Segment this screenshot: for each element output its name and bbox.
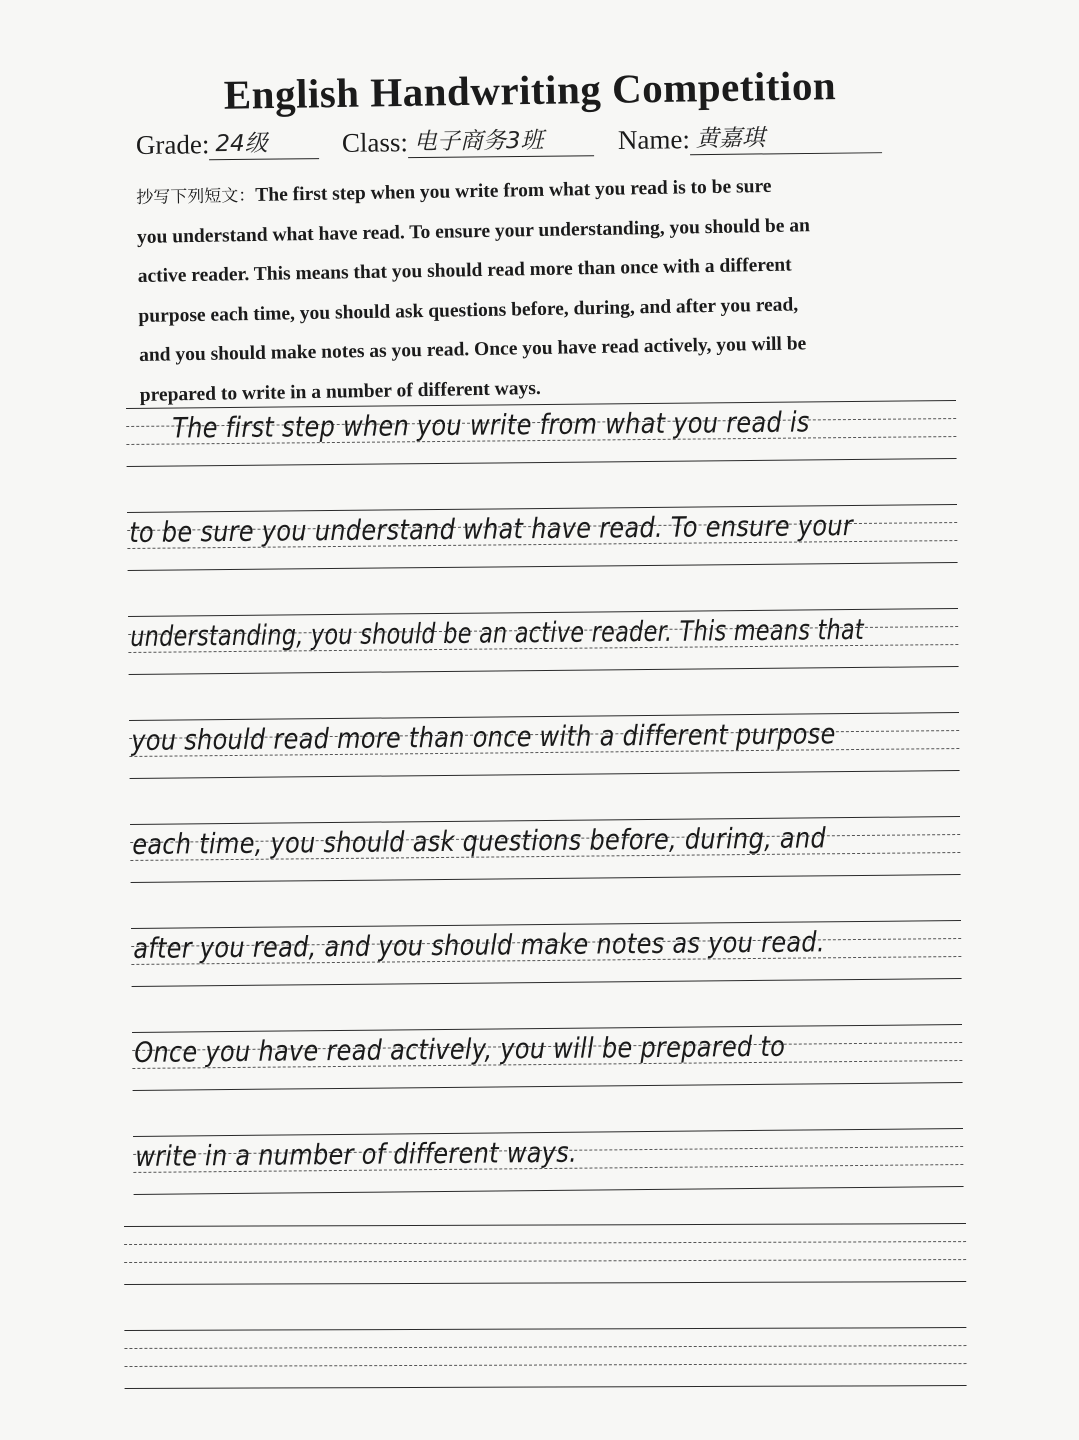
writing-lines [126,396,964,1236]
dashed-guide-line [124,1259,966,1263]
blank-writing-row [124,1219,966,1326]
handwritten-line: each time, you should ask questions before, during, and [132,821,827,861]
handwritten-line: understanding, you should be an active reader. This means that [130,612,865,653]
writing-row [130,812,961,924]
dashed-guide-line [124,1345,966,1349]
grade-field [136,128,320,161]
class-label: Class: [341,127,409,158]
handwritten-line: after you read, and you should make notes as you read. [133,925,825,965]
class-value: 电子商务3班 [408,125,594,158]
handwritten-line: you should read more than once with a different purpose [131,717,836,757]
rule-line [129,666,959,675]
instruction-line: prepared to write in a number of different ways. [139,377,541,406]
rule-line [125,1385,967,1389]
instruction-line: active reader. This means that you should read more than once with a different [137,254,792,287]
blank-writing-lines [124,1219,967,1430]
handwritten-line: The first step when you write from what you read is [172,405,810,445]
rule-line [134,1186,964,1195]
rule-line [132,978,962,987]
dashed-guide-line [124,1241,966,1245]
handwritten-line: to be sure you understand what have read. To ensure your [129,509,854,549]
dashed-guide-line [125,1363,967,1367]
blank-writing-row [124,1323,966,1430]
instruction-line: purpose each time, you should ask questions before, during, and after you read, [138,293,799,327]
grade-value: 24级 [209,128,319,160]
rule-line [133,1082,963,1091]
instruction-line: you understand what have read. To ensure your understanding, you should be an [136,214,811,248]
writing-row [131,916,962,1028]
rule-line [127,458,957,467]
writing-row [132,1020,963,1132]
instruction-text: The first step when you write from what you read is to be sure [255,175,772,206]
writing-row [127,500,958,612]
rule-line [128,562,958,571]
class-field [342,125,594,159]
rule-line [124,1223,966,1227]
writing-row [126,396,957,508]
rule-line [124,1327,966,1331]
handwritten-line: Once you have read actively, you will be prepared to [134,1029,786,1069]
writing-row [129,708,960,820]
rule-line [131,874,961,883]
handwritten-line: write in a number of different ways. [135,1135,578,1173]
student-info-row [136,122,916,170]
page-title: English Handwriting Competition [223,62,837,118]
name-field [618,122,882,156]
instructions-block [136,164,940,415]
rule-line [124,1281,966,1285]
name-label: Name: [617,124,691,155]
writing-row [128,604,959,716]
instruction-line: and you should make notes as you read. Once you have read actively, you will be [138,333,807,366]
grade-label: Grade: [135,129,210,160]
name-value: 黄嘉琪 [690,122,882,155]
rule-line [130,770,960,779]
instruction-prefix: 抄写下列短文： [136,185,256,208]
